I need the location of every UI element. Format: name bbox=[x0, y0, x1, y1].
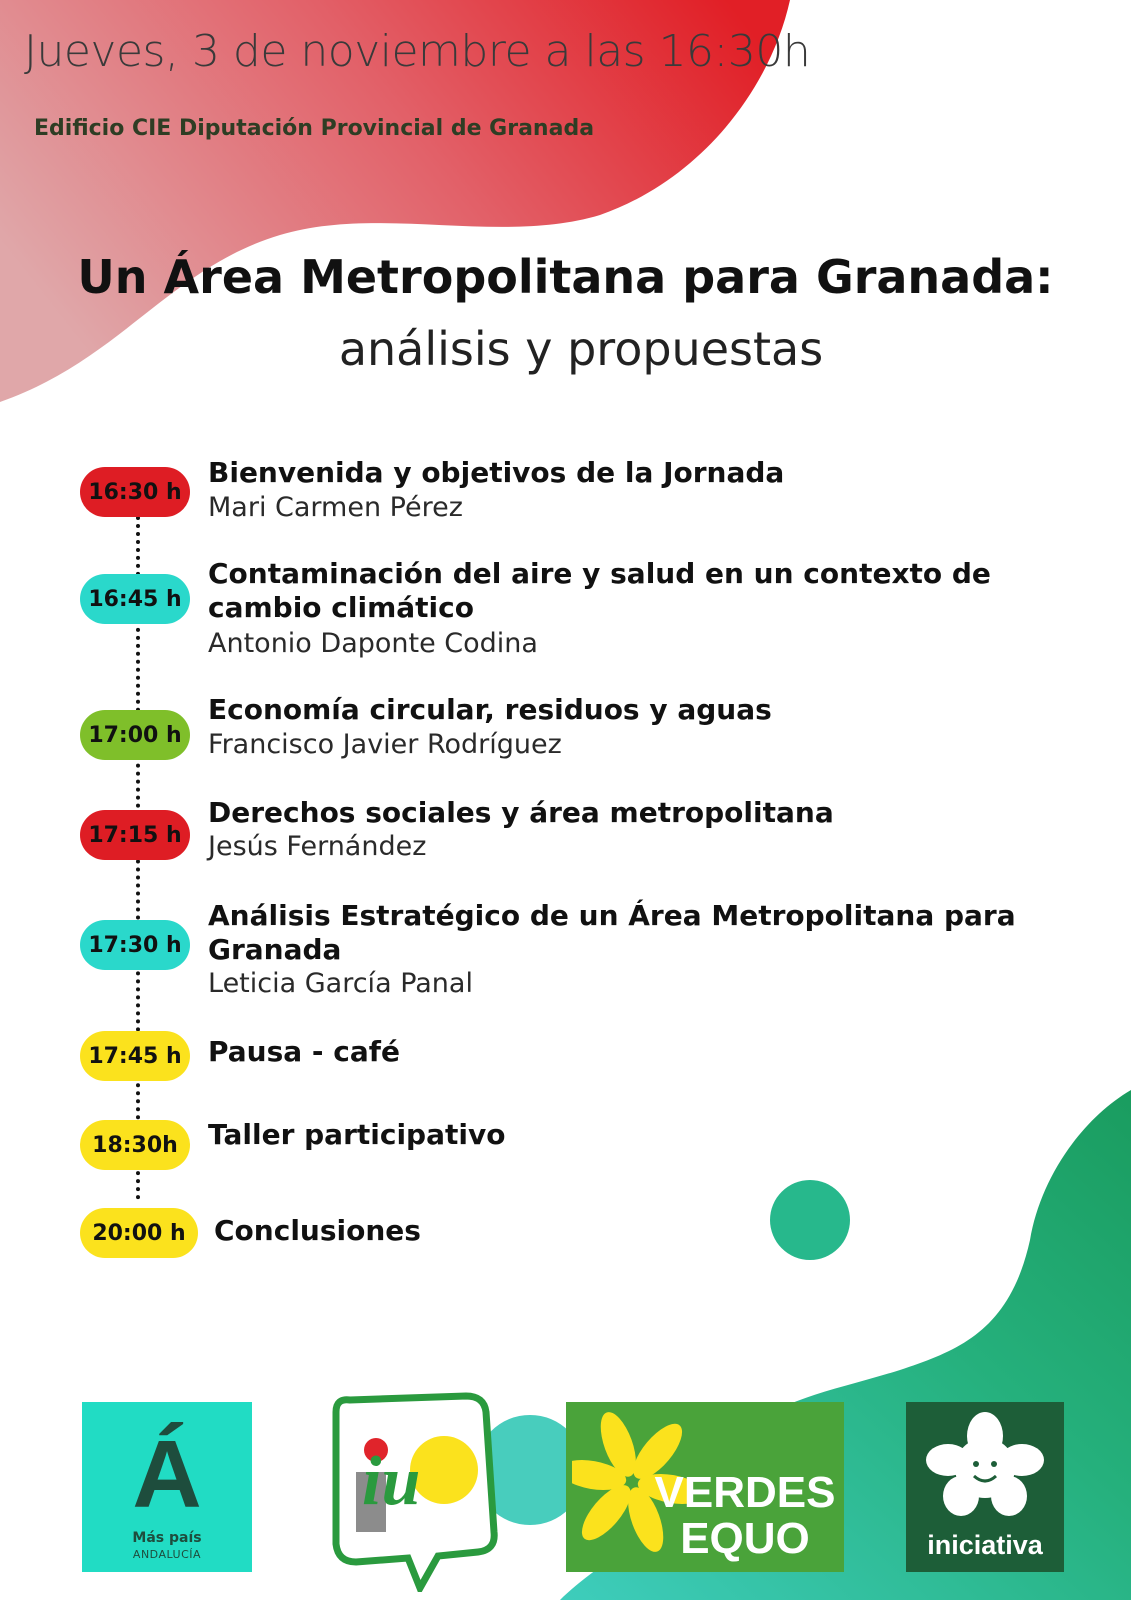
agenda-speaker: Leticia García Panal bbox=[208, 968, 473, 999]
iniciativa-logo bbox=[906, 1402, 1064, 1572]
iu-logo-text: iu bbox=[362, 1443, 421, 1520]
event-subtitle: análisis y propuestas bbox=[338, 322, 824, 376]
agenda-time-pill: 17:00 h bbox=[80, 710, 190, 760]
agenda-title: Contaminación del aire y salud en un contexto de cambio climático bbox=[208, 557, 991, 624]
agenda-title: Derechos sociales y área metropolitana bbox=[208, 796, 834, 829]
equo-text: EQUO bbox=[680, 1514, 810, 1563]
event-title: Un Área Metropolitana para Granada: bbox=[77, 250, 1054, 304]
mas-pais-letter: Á bbox=[132, 1421, 202, 1528]
agenda-speaker: Mari Carmen Pérez bbox=[208, 492, 463, 523]
agenda-title: Taller participativo bbox=[208, 1118, 506, 1151]
izquierda-unida-logo bbox=[316, 1392, 516, 1592]
agenda-speaker: Antonio Daponte Codina bbox=[208, 628, 538, 659]
agenda-title: Pausa - café bbox=[208, 1035, 400, 1068]
agenda-title: Conclusiones bbox=[214, 1214, 421, 1247]
mas-pais-region: ANDALUCÍA bbox=[132, 1548, 202, 1561]
event-date-time: Jueves, 3 de noviembre a las 16:30h bbox=[24, 26, 811, 77]
agenda-title: Bienvenida y objetivos de la Jornada bbox=[208, 456, 785, 489]
agenda-speaker: Jesús Fernández bbox=[208, 831, 427, 862]
mas-pais-name: Más país bbox=[132, 1530, 202, 1546]
event-venue: Edificio CIE Diputación Provincial de Granada bbox=[34, 116, 595, 141]
mas-pais-andalucia-logo bbox=[82, 1402, 252, 1572]
agenda-title: Análisis Estratégico de un Área Metropolitana para Granada bbox=[208, 899, 1016, 966]
flower-icon bbox=[906, 1402, 1064, 1530]
verdes-text: VERDES bbox=[654, 1468, 836, 1517]
iniciativa-text: iniciativa bbox=[927, 1530, 1043, 1560]
agenda-time-pill: 20:00 h bbox=[80, 1208, 198, 1258]
agenda-time-pill: 16:30 h bbox=[80, 467, 190, 517]
agenda-time-pill: 16:45 h bbox=[80, 574, 190, 624]
agenda-time-pill: 17:15 h bbox=[80, 810, 190, 860]
agenda-time-pill: 18:30h bbox=[80, 1120, 190, 1170]
verdes-equo-logo bbox=[566, 1402, 844, 1572]
agenda-title: Economía circular, residuos y aguas bbox=[208, 693, 772, 726]
agenda-speaker: Francisco Javier Rodríguez bbox=[208, 729, 562, 760]
agenda-time-pill: 17:30 h bbox=[80, 920, 190, 970]
agenda-time-pill: 17:45 h bbox=[80, 1031, 190, 1081]
